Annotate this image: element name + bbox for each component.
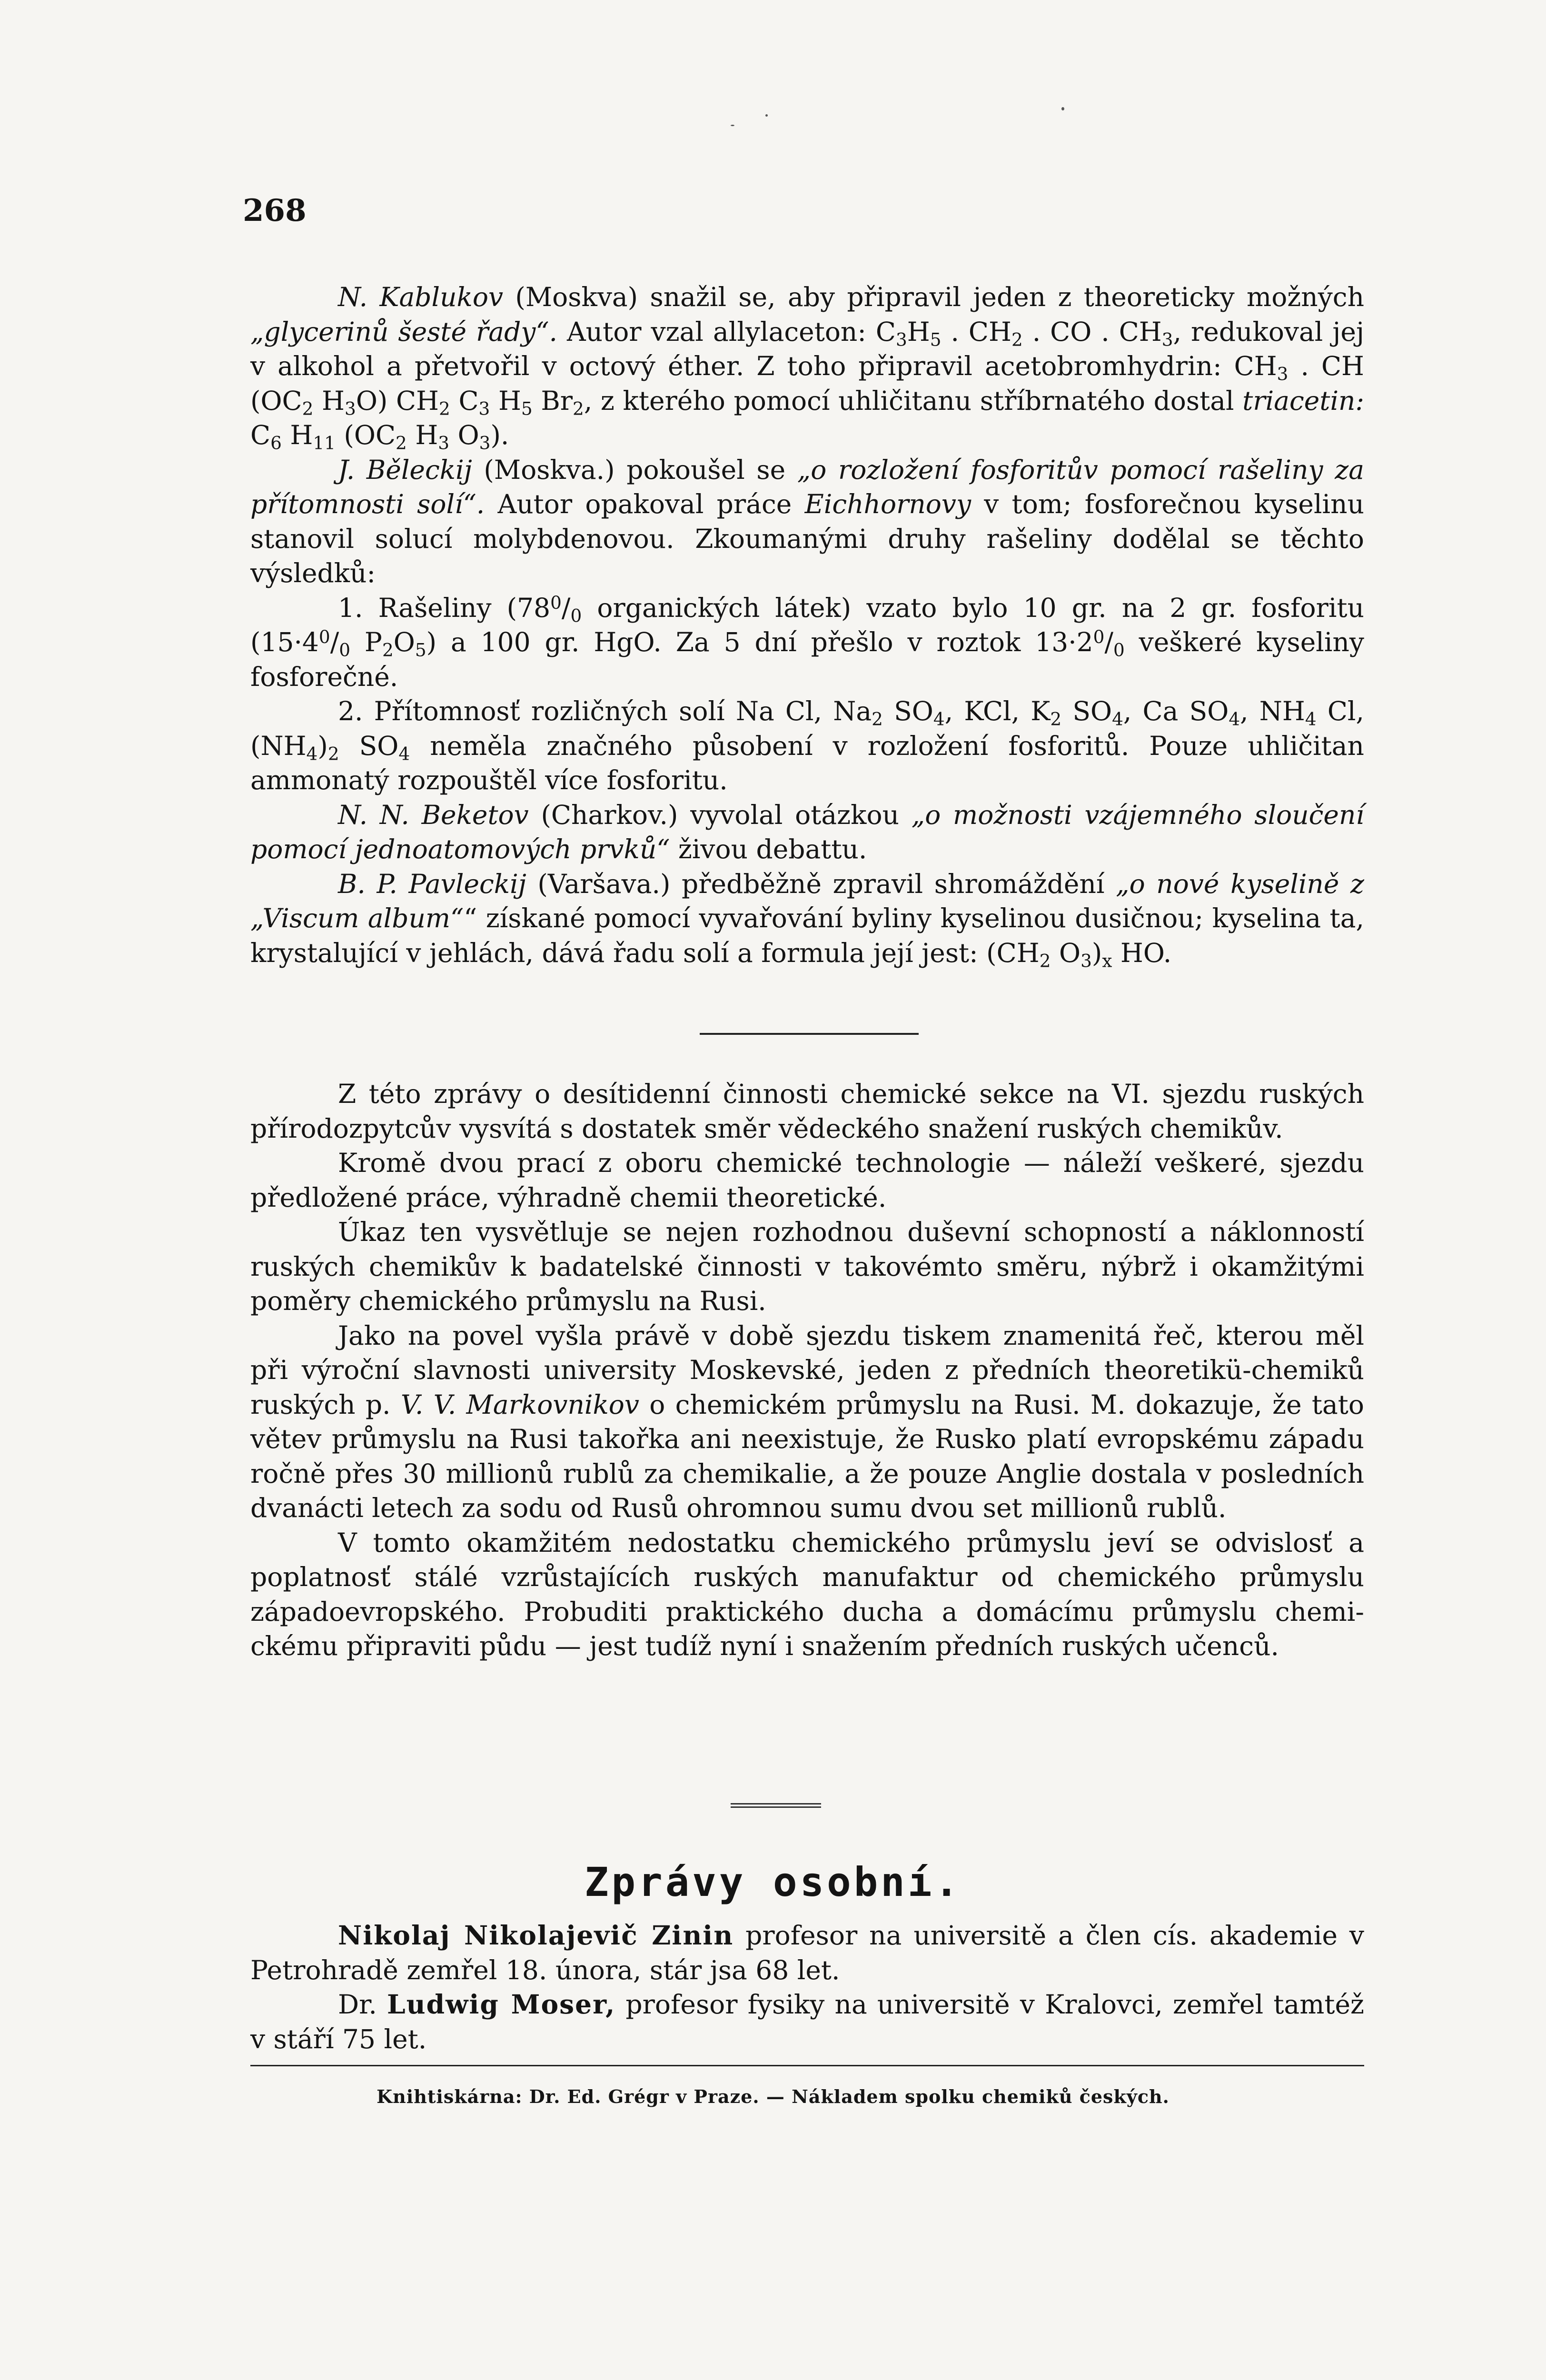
sub-index: 4 <box>1305 708 1317 730</box>
report-paragraph: Úkaz ten vysvětluje se nejen rozhodnou duševní schopností a náklonností ruských chemikův k badatelské činnosti v takovémto směru, nýbrž i okamžitými poměry chemického průmyslu na Rusi. <box>250 1217 1364 1316</box>
sub-index: 4 <box>1229 708 1240 730</box>
bold-name: Ludwig Moser, <box>386 1989 616 2020</box>
sup-index: 0 <box>318 626 330 648</box>
report-paragraph: Kromě dvou prací z oboru chemické technologie — náleží veškeré, sjezdu předložené práce, výhradně chemii theoretické. <box>250 1148 1364 1213</box>
italic-run: „glycerinů šesté řady“. <box>250 316 557 347</box>
sub-index: 2 <box>302 397 314 419</box>
sub-index: 3 <box>1277 363 1288 385</box>
sub-index: 4 <box>933 708 945 730</box>
sup-index: 0 <box>550 592 562 613</box>
italic-run: J. Běleckij <box>338 454 472 485</box>
scan-speck <box>1061 107 1064 110</box>
sub-index: 4 <box>1112 708 1123 730</box>
italic-run: „o nové kyselině z „Viscum album“ <box>250 868 1364 933</box>
italic-run: V. V. Markovnikov <box>400 1389 639 1420</box>
sub-index: 3 <box>345 397 356 419</box>
sub-index: 2 <box>327 743 339 764</box>
report-paragraph: Jako na povel vyšla právě v době sjezdu tiskem znamenitá řeč, kterou měl při výroční slavnosti university Moskevské, jeden z předních theoretikü-chemiků ruských p. V. V. Markovnikov o chemickém průmyslu na Rusi. M. dokazuje, že tato větev průmyslu na Rusi takořka ani neexistuje, že Rusko platí evropskému západu ročně přes 30 millionů rublů za chemikalie, a že pouze Anglie dostala v posledních dvanácti letech za sodu od Rusů ohromnou sumu dvou set millionů rublů. <box>250 1320 1364 1523</box>
footer-imprint: Knihtiskárna: Dr. Ed. Grégr v Praze. — Nákladem spolku chemiků českých. <box>377 2086 1169 2107</box>
sup-index: 0 <box>1093 626 1105 648</box>
sub-index: 4 <box>398 743 410 764</box>
sub-index: 3 <box>1080 950 1092 971</box>
italic-run: „o rozložení fosforitův pomocí rašeliny za přítomnosti solí“. <box>250 454 1364 519</box>
italic-run: N. Kablukov <box>338 282 504 312</box>
sub-index: 0 <box>339 639 351 661</box>
report-summary <box>250 1077 1364 1664</box>
bold-name: Nikolaj Nikolajevič Zinin <box>338 1920 734 1951</box>
italic-run: Eichhornovy <box>804 489 971 519</box>
obituary-moser: Dr. Ludwig Moser, profesor fysiky na universitě v Kralovci, zemřel tamtéž v stáří 75 let. <box>250 1989 1364 2054</box>
scan-speck <box>731 125 734 126</box>
sub-index: 2 <box>1050 708 1062 730</box>
italic-run: B. P. Pavleckij <box>338 868 526 899</box>
sub-index: 3 <box>895 328 907 350</box>
sub-index: 2 <box>1039 950 1051 971</box>
sub-index: 11 <box>313 432 336 454</box>
sub-index: 3 <box>438 432 450 454</box>
sub-index: 2 <box>1011 328 1023 350</box>
page-number: 268 <box>243 193 307 228</box>
section-heading: Zprávy osobní. <box>584 1859 961 1905</box>
report-paragraph: V tomto okamžitém nedostatku chemického průmyslu jeví se odvislosť a poplatnosť stálé vzrůstajících ruských manufaktur od chemického průmyslu západoevropského. Probuditi praktického ducha a domácímu průmyslu chemickému připraviti půdu — jest tudíž nyní i snažením předních ruských učenců. <box>250 1527 1364 1661</box>
double-divider <box>731 1803 821 1808</box>
italic-run: „o možnosti vzájemného sloučení pomocí jednoatomových prvků“ <box>250 799 1364 864</box>
personal-news <box>250 1918 1364 2056</box>
sub-index: 2 <box>573 397 584 419</box>
abstract-result-2: 2. Přítomnosť rozličných solí Na Cl, $Na_2$ $SO_4$, KCl, $K_2$ $SO_4$, Ca $SO_4$, $NH_4$ Cl, $(NH_4)_2$ $SO_4$ neměla značného působení v rozložení fosforitů. Pouze uhličitan ammonatý rozpouštěl více fosforitu. <box>250 696 1364 795</box>
sub-index: 3 <box>479 432 491 454</box>
sub-index: 2 <box>872 708 883 730</box>
sub-index: 0 <box>1113 639 1125 661</box>
scan-speck <box>765 114 768 117</box>
abstract-pavleckij: B. P. Pavleckij (Varšava.) předběžně zpravil shromáždění „o nové kyselině z „Viscum album““ získané pomocí vyvařování byliny kyselinou dusičnou; kyselina ta, krystalující v jehlách, dává řadu solí a formula její jest: ($CH_2$ $O_3)_x$ HO. <box>250 868 1364 971</box>
sub-index: 4 <box>306 743 318 764</box>
sub-index: 5 <box>930 328 941 350</box>
italic-run: triacetin: <box>1242 385 1364 416</box>
obituary-zinin: Nikolaj Nikolajevič Zinin profesor na universitě a člen cís. akademie v Petrohradě zemřel 18. února, stár jsa 68 let. <box>250 1920 1365 1985</box>
sub-index: x <box>1102 950 1112 971</box>
congress-abstracts <box>250 280 1364 970</box>
abstract-kablukov: N. Kablukov (Moskva) snažil se, aby připravil jeden z theoreticky možných „glycerinů šesté řady“. Autor vzal allylaceton: $C_3H_5$ . $CH_2$ . CO . $CH_3$, redukoval jej v alkohol a přetvořil v octový éther. Z toho připravil acetobromhydrin: $CH_3$ . CH ($OC_2$ $H_3O$) $CH_2$ $C_3$ $H_5$ $Br_2$, z kterého pomocí uhličitanu stříbrnatého dostal triacetin: $C_6$ $H_{11}$ ($OC_2$ $H_3$ $O_3$). <box>250 282 1364 454</box>
report-paragraph: Z této zprávy o desítidenní činnosti chemické sekce na VI. sjezdu ruských přírodozpytcův vysvítá s dostatek směr vědeckého snažení ruských chemikův. <box>250 1079 1364 1144</box>
sub-index: 3 <box>1161 328 1173 350</box>
sub-index: 3 <box>478 397 490 419</box>
footer-rule <box>250 2065 1364 2066</box>
sub-index: 5 <box>415 639 426 661</box>
sub-index: 6 <box>270 432 282 454</box>
italic-run: N. N. Beketov <box>338 799 529 830</box>
sub-index: 0 <box>570 605 582 626</box>
section-divider <box>700 1033 919 1035</box>
sub-index: 5 <box>521 397 533 419</box>
sub-index: 2 <box>382 639 394 661</box>
abstract-beleckij: J. Běleckij (Moskva.) pokoušel se „o rozložení fosforitův pomocí rašeliny za přítomnosti solí“. Autor opakoval práce Eichhornovy v tom; fosforečnou kyselinu stanovil solucí molybdenovou. Zkoumanými druhy rašeliny dodělal se těchto výsledků: <box>250 454 1364 588</box>
sub-index: 2 <box>396 432 407 454</box>
abstract-beketov: N. N. Beketov (Charkov.) vyvolal otázkou „o možnosti vzájemného sloučení pomocí jednoatomových prvků“ živou debattu. <box>250 799 1364 864</box>
sub-index: 2 <box>439 397 450 419</box>
abstract-result-1: 1. Rašeliny ($78^0/_0$ organických látek) vzato bylo 10 gr. na 2 gr. fosforitu ($15\cdot 4^0/_0$ $P_2O_5$) a 100 gr. HgO. Za 5 dní přešlo v roztok $13\cdot 2^0/_0$ veškeré kyseliny fosforečné. <box>250 592 1365 692</box>
